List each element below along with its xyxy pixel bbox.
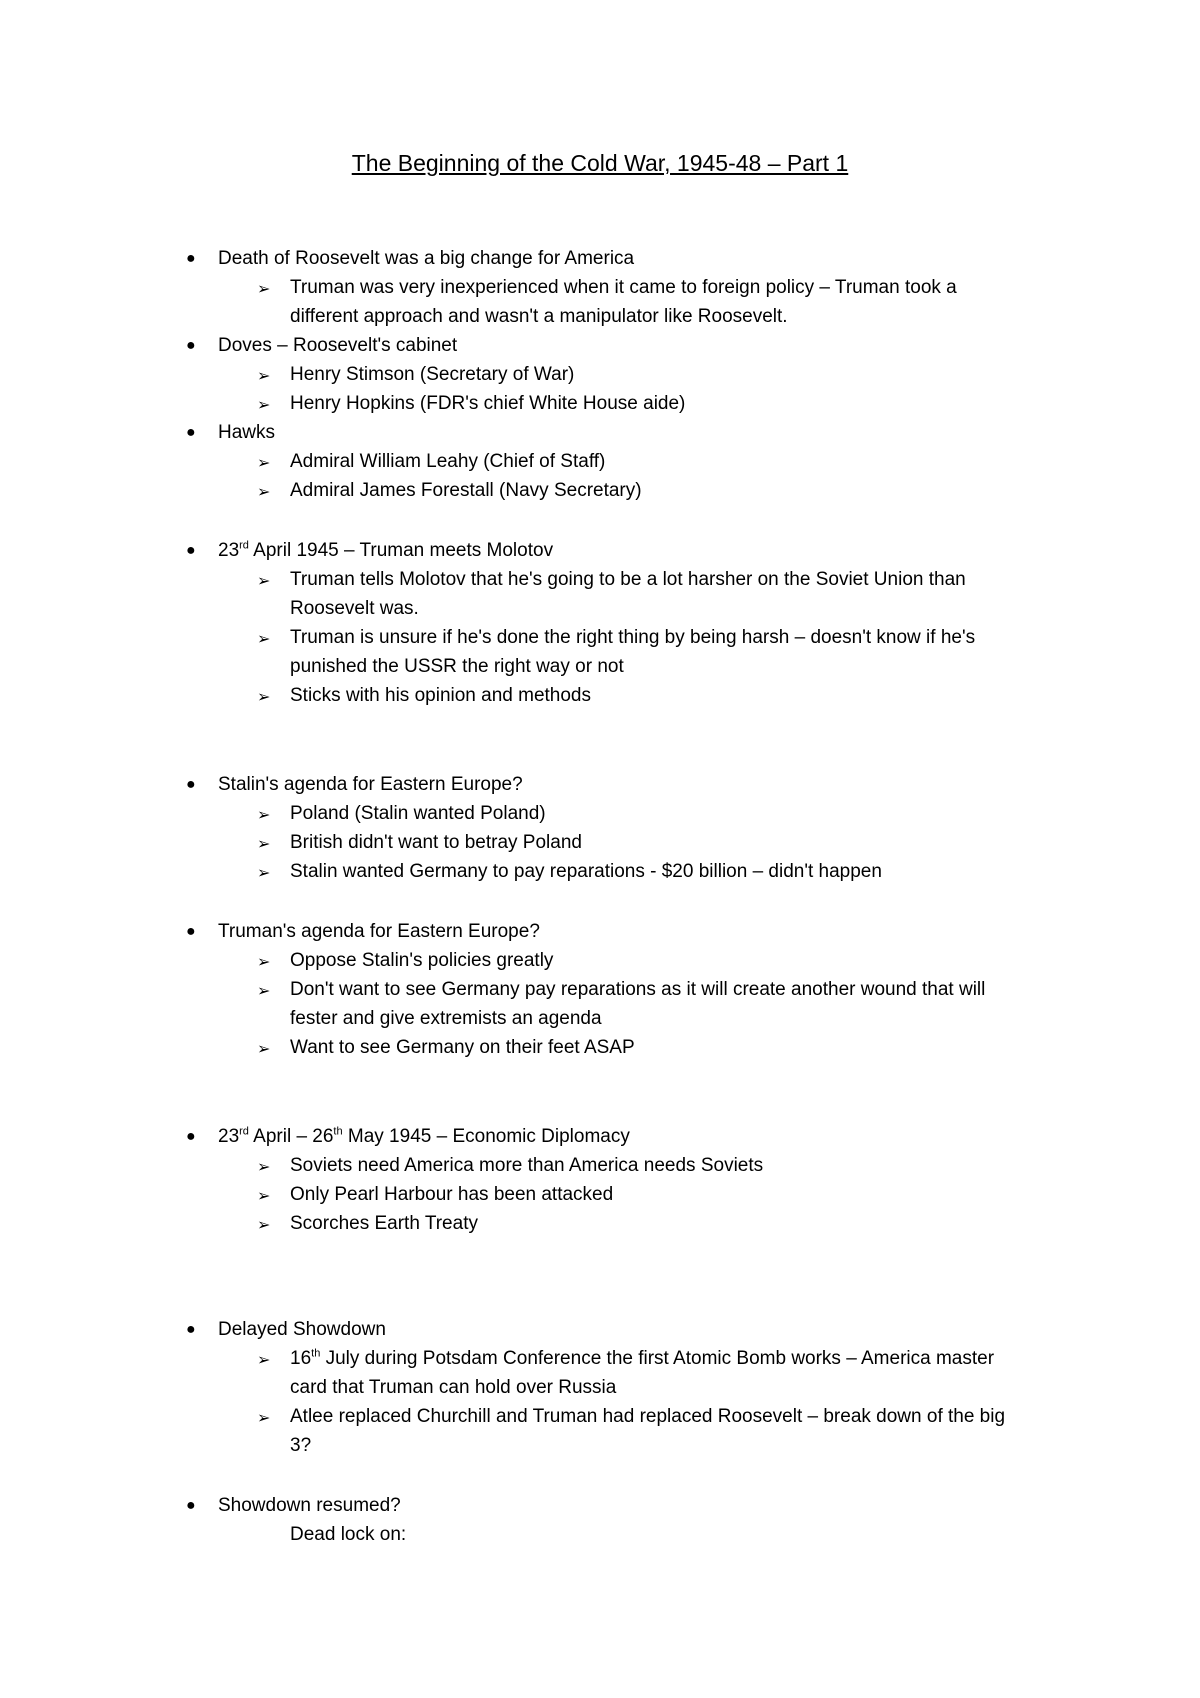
document-title: The Beginning of the Cold War, 1945-48 – Part 1 (351, 150, 849, 176)
bullet-icon: ● (186, 337, 196, 354)
sub-list-item: Truman is unsure if he's done the right thing by being harsh – doesn't know if he's (290, 627, 976, 648)
sub-list-item: Truman tells Molotov that he's going to be a lot harsher on the Soviet Union than (290, 569, 966, 590)
sub-list-item-continued: different approach and wasn't a manipulator like Roosevelt. (290, 306, 788, 327)
arrow-icon: ➢ (257, 281, 271, 298)
list-item: Showdown resumed? (218, 1495, 401, 1516)
sub-list-item: Don't want to see Germany pay reparations as it will create another wound that will (290, 979, 986, 1000)
list-item (218, 1126, 630, 1148)
arrow-icon: ➢ (257, 631, 271, 648)
date-ordinal: th (333, 1125, 343, 1138)
list-item: Doves – Roosevelt's cabinet (218, 335, 458, 356)
bullet-icon: ● (186, 1497, 196, 1514)
arrow-icon: ➢ (257, 397, 271, 414)
sub-list-item-continued: card that Truman can hold over Russia (290, 1377, 617, 1398)
sub-list-item: Admiral William Leahy (Chief of Staff) (290, 451, 606, 472)
arrow-icon: ➢ (257, 807, 271, 824)
arrow-icon: ➢ (257, 1410, 271, 1427)
date-day: 23 (218, 540, 240, 561)
bullet-icon: ● (186, 1321, 196, 1338)
arrow-icon: ➢ (257, 455, 271, 472)
arrow-icon: ➢ (257, 573, 271, 590)
arrow-icon: ➢ (257, 689, 271, 706)
arrow-icon: ➢ (257, 1159, 271, 1176)
list-item-text: April – 26 (248, 1126, 334, 1147)
list-item: Death of Roosevelt was a big change for America (218, 248, 635, 269)
sub-list-item: Soviets need America more than America needs Soviets (290, 1155, 764, 1176)
date-ordinal: rd (239, 539, 249, 552)
sub-list-item-continued: 3? (290, 1435, 312, 1456)
sub-list-item: Henry Hopkins (FDR's chief White House aide) (290, 393, 686, 414)
list-item: Stalin's agenda for Eastern Europe? (218, 774, 523, 795)
sub-list-item: Henry Stimson (Secretary of War) (290, 364, 575, 385)
list-item: Hawks (218, 422, 276, 443)
date-day: 16 (290, 1348, 312, 1369)
arrow-icon: ➢ (257, 1188, 271, 1205)
date-ordinal: rd (239, 1125, 249, 1138)
sub-list-item: Poland (Stalin wanted Poland) (290, 803, 546, 824)
sub-list-item-continued: fester and give extremists an agenda (290, 1008, 602, 1029)
list-item (218, 540, 553, 562)
sub-list-item: Want to see Germany on their feet ASAP (290, 1037, 635, 1058)
bullet-icon: ● (186, 776, 196, 793)
sub-list-item: British didn't want to betray Poland (290, 832, 582, 853)
sub-list-item: Oppose Stalin's policies greatly (290, 950, 554, 971)
sub-list-item (290, 1348, 1060, 1370)
sub-list-item: Only Pearl Harbour has been attacked (290, 1184, 614, 1205)
sub-list-item-text: July during Potsdam Conference the first Atomic Bomb works – America master (320, 1348, 995, 1369)
arrow-icon: ➢ (257, 1217, 271, 1234)
list-item: Truman's agenda for Eastern Europe? (218, 921, 540, 942)
bullet-icon: ● (186, 1128, 196, 1145)
list-item-text: April 1945 – Truman meets Molotov (248, 540, 554, 561)
list-item: Delayed Showdown (218, 1319, 386, 1340)
arrow-icon: ➢ (257, 484, 271, 501)
arrow-icon: ➢ (257, 983, 271, 1000)
sub-list-item: Atlee replaced Churchill and Truman had replaced Roosevelt – break down of the big (290, 1406, 1006, 1427)
arrow-icon: ➢ (257, 954, 271, 971)
sub-list-item: Sticks with his opinion and methods (290, 685, 591, 706)
bullet-icon: ● (186, 923, 196, 940)
arrow-icon: ➢ (257, 368, 271, 385)
arrow-icon: ➢ (257, 1041, 271, 1058)
bullet-icon: ● (186, 424, 196, 441)
bullet-icon: ● (186, 250, 196, 267)
sub-list-item: Stalin wanted Germany to pay reparations - $20 billion – didn't happen (290, 861, 882, 882)
sub-list-item: Truman was very inexperienced when it came to foreign policy – Truman took a (290, 277, 957, 298)
list-item-text: May 1945 – Economic Diplomacy (342, 1126, 630, 1147)
bullet-icon: ● (186, 542, 196, 559)
sub-list-item-continued: punished the USSR the right way or not (290, 656, 624, 677)
arrow-icon: ➢ (257, 865, 271, 882)
arrow-icon: ➢ (257, 1352, 271, 1369)
arrow-icon: ➢ (257, 836, 271, 853)
date-day: 23 (218, 1126, 240, 1147)
date-ordinal: th (311, 1347, 321, 1360)
sub-list-item: Dead lock on: (290, 1524, 407, 1545)
sub-list-item: Admiral James Forestall (Navy Secretary) (290, 480, 642, 501)
sub-list-item: Scorches Earth Treaty (290, 1213, 478, 1234)
sub-list-item-continued: Roosevelt was. (290, 598, 419, 619)
